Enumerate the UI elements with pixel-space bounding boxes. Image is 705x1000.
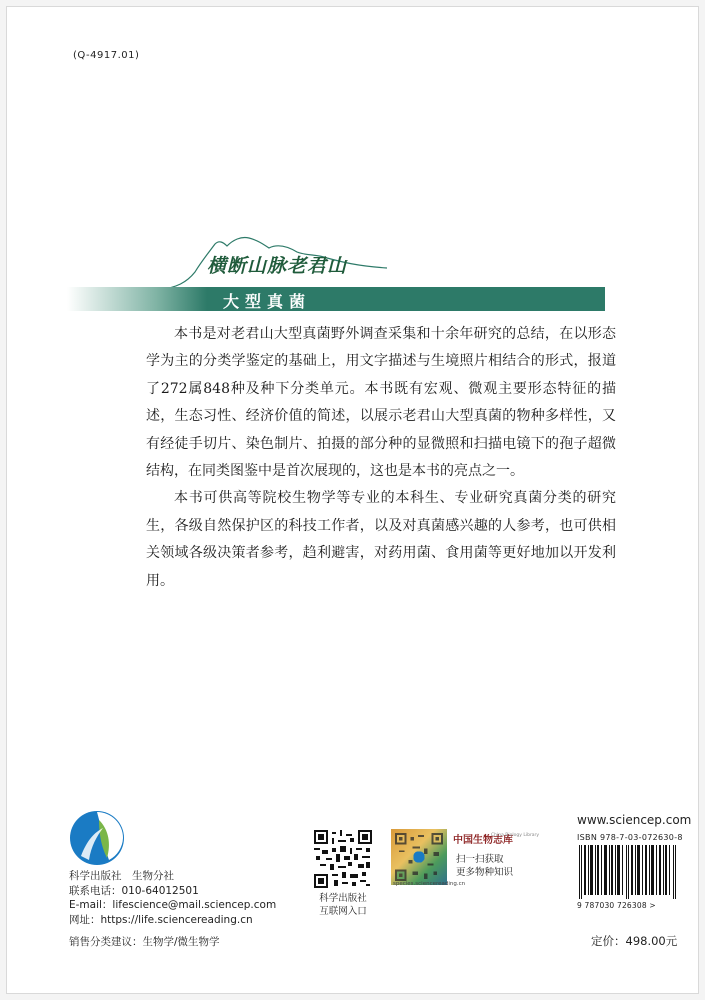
description-paragraph-1: 本书是对老君山大型真菌野外调查采集和十余年研究的总结，在以形态学为主的分类学鉴定的基础上，用文字描述与生境照片相结合的形式，报道了272属848种及种下分类单元。本书既有宏观、微观主要形态特征的描述，生态习性、经济价值的简述，以展示老君山大型真菌的物种多样性，又有经徒手切片、染色制片、拍摄的部分种的显微照和扫描电镜下的孢子超微结构，在同类图鉴中是首次展现的，这也是本书的亮点之一。 <box>146 326 616 480</box>
sciencep-website[interactable]: www.sciencep.com <box>577 813 692 827</box>
sales-category: 销售分类建议：生物学/微生物学 <box>69 936 220 948</box>
science-press-logo <box>69 810 125 866</box>
book-description <box>146 321 616 595</box>
book-subtitle: 大型真菌 <box>223 292 312 311</box>
qr-label-line1: 科学出版社 <box>319 893 367 904</box>
isbn-text: ISBN 978-7-03-072630-8 <box>577 833 683 842</box>
library-qr-pattern <box>395 833 443 881</box>
publisher-name: 科学出版社 生物分社 <box>69 870 174 882</box>
publisher-phone: 联系电话：010-64012501 <box>69 884 199 897</box>
publisher-qr-label <box>316 892 370 918</box>
library-qr-code[interactable] <box>391 829 447 885</box>
scan-text-line1: 扫一扫获取 <box>456 854 504 865</box>
back-cover <box>6 6 699 994</box>
price: 定价：498.00元 <box>591 934 678 948</box>
library-brand-english: China Biology Library <box>491 833 540 838</box>
barcode-digits: 9 787030 726308 > <box>577 901 656 910</box>
qr-label-line2: 互联网入口 <box>319 906 367 917</box>
library-url[interactable]: species.sciencereading.cn <box>393 881 466 887</box>
publisher-info <box>69 869 276 927</box>
isbn-barcode <box>577 845 681 899</box>
publisher-email[interactable]: E-mail：lifescience@mail.sciencep.com <box>69 899 277 911</box>
description-paragraph-2: 本书可供高等院校生物学等专业的本科生、专业研究真菌分类的研究生，各级自然保护区的科技工作者，以及对真菌感兴趣的人参考，也可供相关领域各级决策者参考，趋利避害，对药用菌、食用菌等更好地加以开发利用。 <box>146 490 616 589</box>
publisher-website[interactable]: 网址：https://life.sciencereading.cn <box>69 913 253 926</box>
scan-text-line2: 更多物种知识 <box>456 867 514 878</box>
classification-code: (Q-4917.01) <box>73 50 140 61</box>
library-brand-name: 中国生物志库 <box>453 835 513 846</box>
series-title: 横断山脉老君山 <box>207 255 348 277</box>
publisher-qr-code[interactable] <box>314 830 372 888</box>
